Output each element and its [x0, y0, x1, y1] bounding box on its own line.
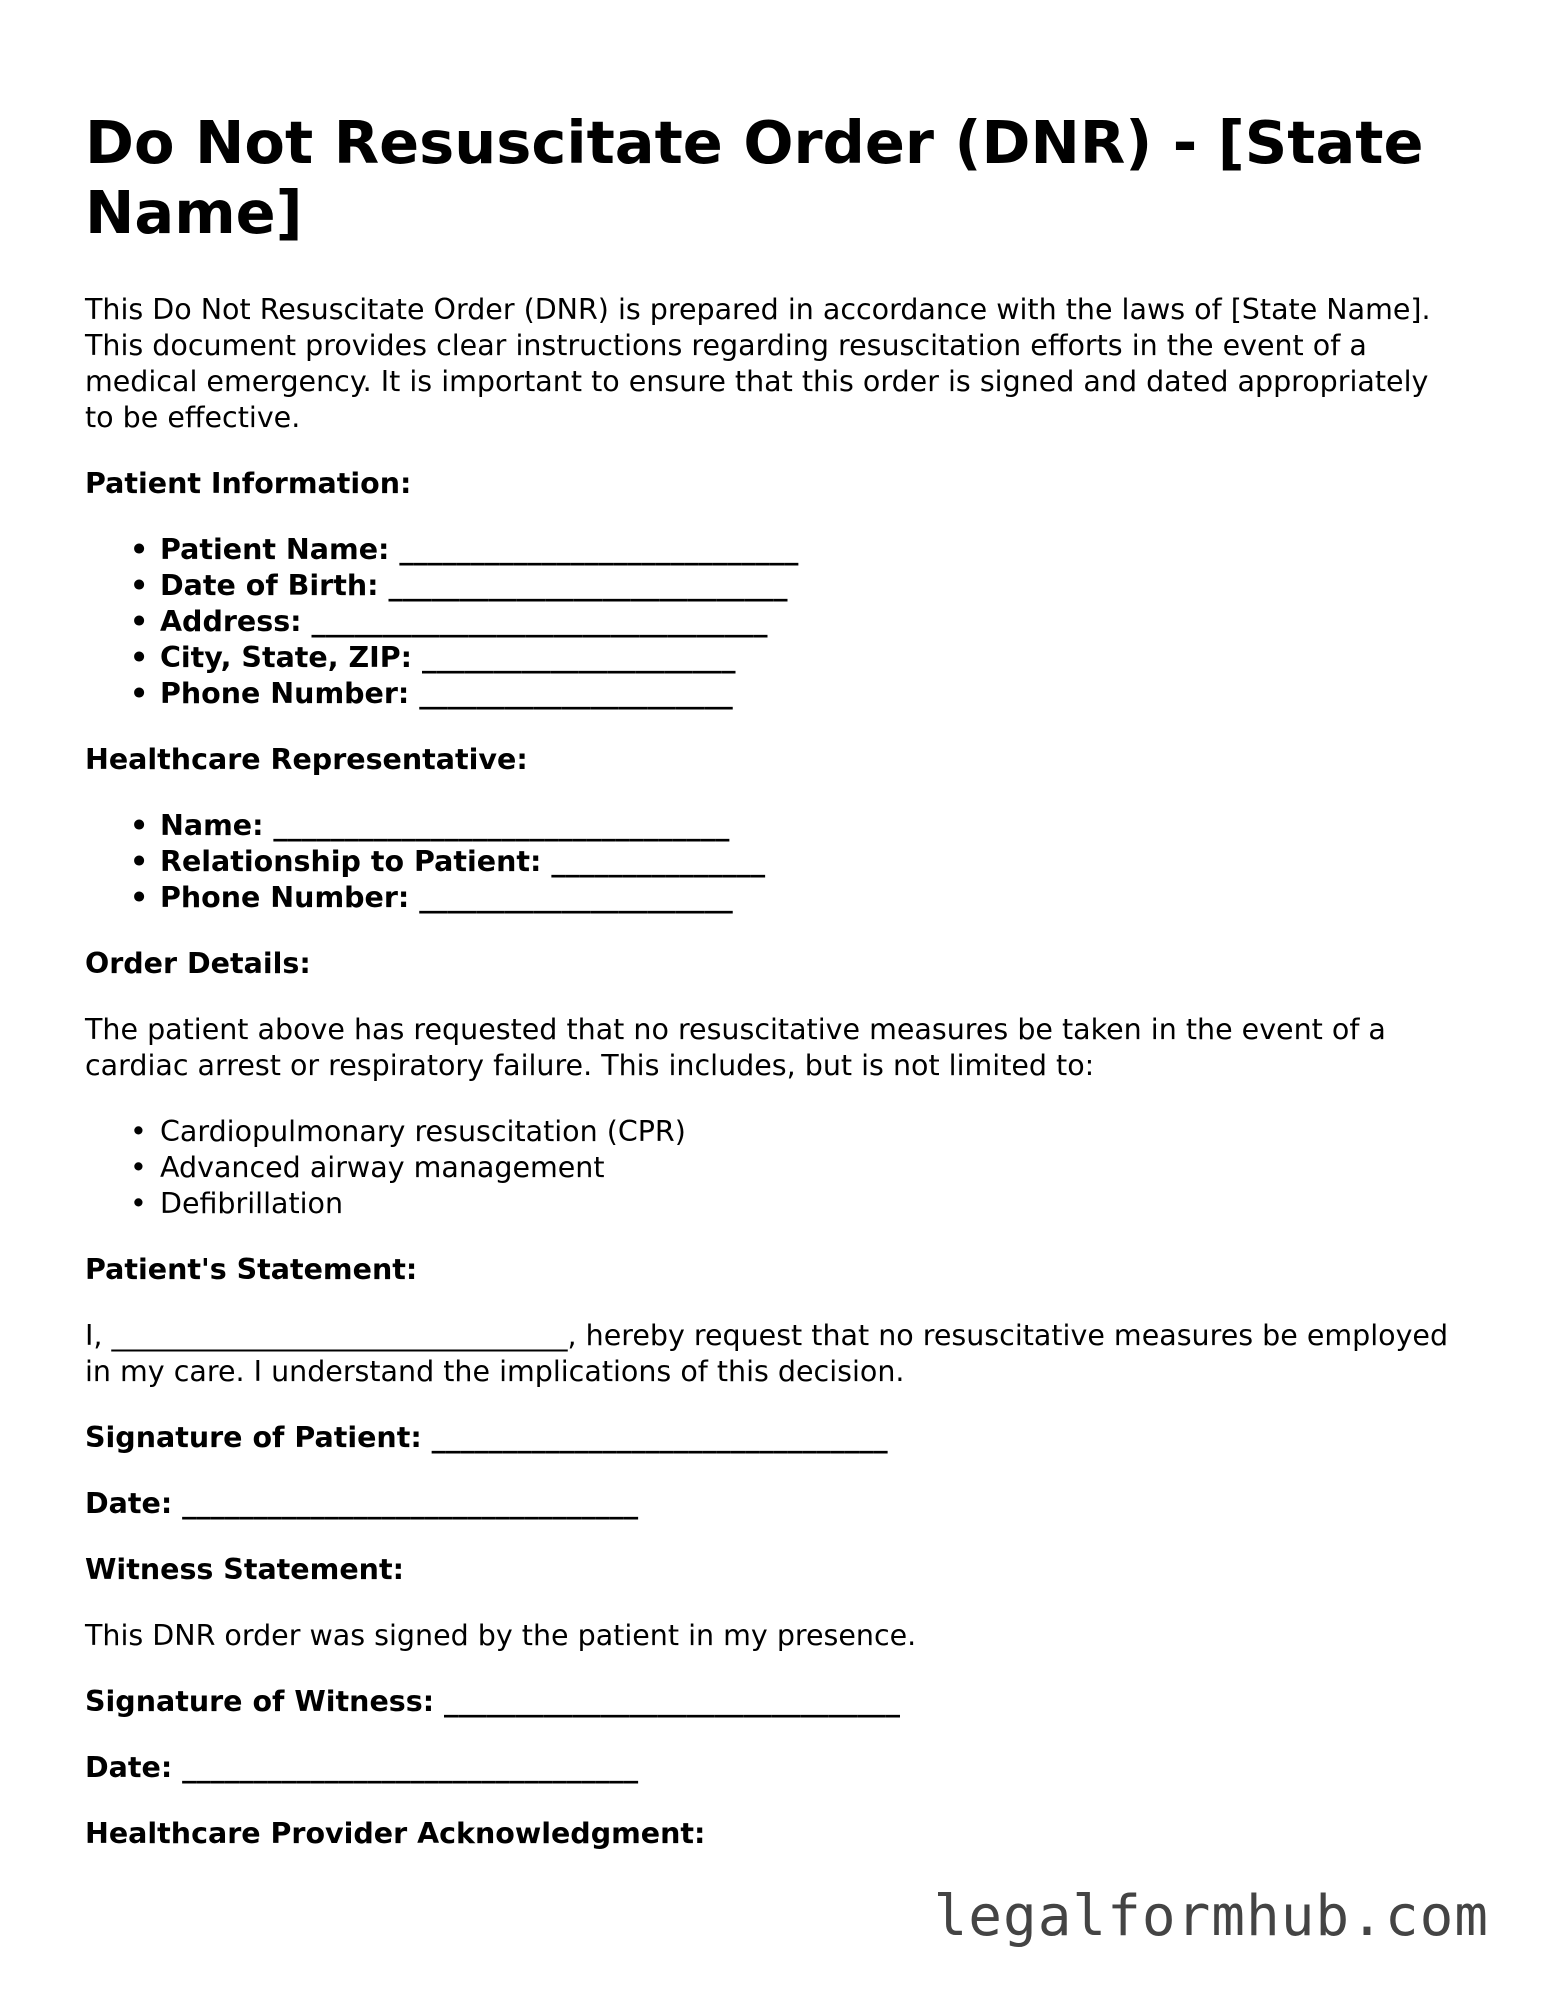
patient-signature-field[interactable]: Signature of Patient: ________________________________: [85, 1421, 888, 1454]
relationship-field[interactable]: Relationship to Patient: _______________: [160, 845, 766, 878]
patient-info-list: [85, 532, 1465, 712]
list-item: • Date of Birth: ____________________________: [130, 569, 788, 602]
patient-statement-text[interactable]: I, ________________________________, hereby request that no resuscitative measures be employed in my care. I understand the implications of this decision.: [85, 1319, 1449, 1388]
order-details-heading: Order Details:: [85, 947, 311, 980]
witness-text: This DNR order was signed by the patient in my presence.: [85, 1619, 917, 1652]
patient-phone-field[interactable]: Phone Number: ______________________: [160, 677, 733, 710]
representative-phone-field[interactable]: Phone Number: ______________________: [160, 881, 733, 914]
witness-signature-field[interactable]: Signature of Witness: ________________________________: [85, 1685, 901, 1718]
patient-date-field[interactable]: Date: ________________________________: [85, 1487, 639, 1520]
list-item: • City, State, ZIP: ______________________: [130, 641, 736, 674]
list-item: • Cardiopulmonary resuscitation (CPR): [130, 1115, 686, 1148]
list-item: • Defibrillation: [130, 1187, 344, 1220]
intro-paragraph: This Do Not Resuscitate Order (DNR) is prepared in accordance with the laws of [State Name]. This document provides clear instructions regarding resuscitation efforts in the event of a medical emergency. It is important to ensure that this order is signed and dated appropriately to be effective.: [85, 293, 1431, 434]
site-watermark: legalformhub.com: [933, 1884, 1489, 1949]
representative-name-field[interactable]: Name: ________________________________: [160, 809, 730, 842]
witness-date-field[interactable]: Date: ________________________________: [85, 1751, 639, 1784]
measures-list: [85, 1114, 1465, 1222]
date-of-birth-field[interactable]: Date of Birth: ____________________________: [160, 569, 788, 602]
list-item: • Name: ________________________________: [130, 809, 730, 842]
patient-statement-heading: Patient's Statement:: [85, 1253, 418, 1286]
city-state-zip-field[interactable]: City, State, ZIP: ______________________: [160, 641, 736, 674]
list-item: • Phone Number: ______________________: [130, 677, 733, 710]
patient-info-heading: Patient Information:: [85, 467, 412, 500]
list-item: • Phone Number: ______________________: [130, 881, 733, 914]
representative-heading: Healthcare Representative:: [85, 743, 528, 776]
document-page: [85, 108, 1465, 1882]
witness-heading: Witness Statement:: [85, 1553, 404, 1586]
patient-name-field[interactable]: Patient Name: ____________________________: [160, 533, 799, 566]
list-item: • Advanced airway management: [130, 1151, 605, 1184]
list-item: • Relationship to Patient: _______________: [130, 845, 766, 878]
representative-list: [85, 808, 1465, 916]
list-item: • Patient Name: ____________________________: [130, 533, 799, 566]
address-field[interactable]: Address: ________________________________: [160, 605, 768, 638]
order-details-text: The patient above has requested that no resuscitative measures be taken in the event of a cardiac arrest or respiratory failure. This includes, but is not limited to:: [85, 1013, 1386, 1082]
provider-heading: Healthcare Provider Acknowledgment:: [85, 1817, 706, 1850]
list-item: • Address: ________________________________: [130, 605, 768, 638]
document-title: Do Not Resuscitate Order (DNR) - [State Name]: [85, 108, 1424, 247]
